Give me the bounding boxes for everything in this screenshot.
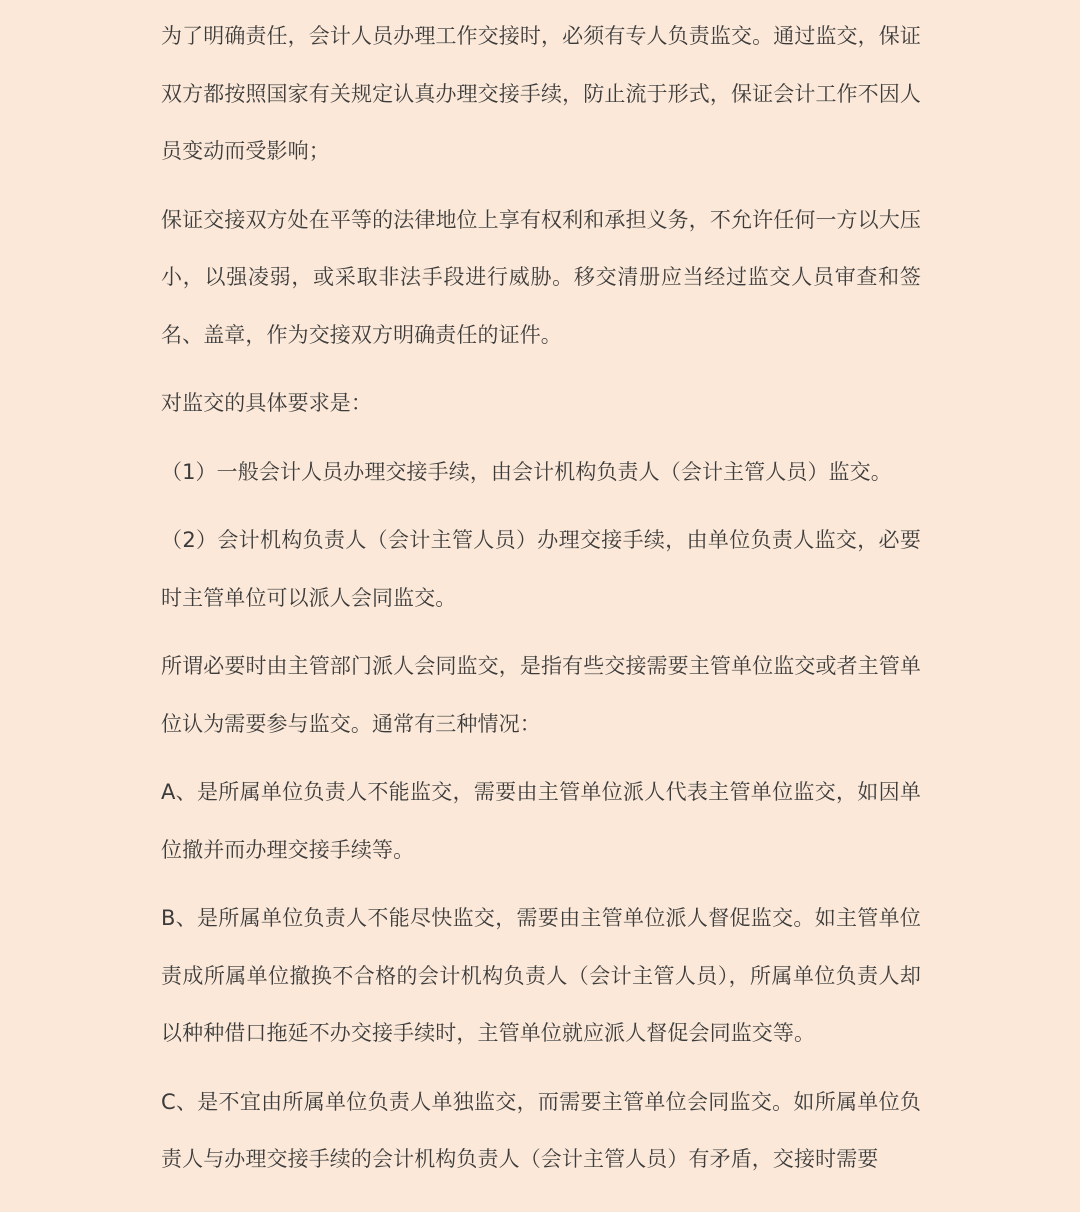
paragraph-case-b: B、是所属单位负责人不能尽快监交，需要由主管单位派人督促监交。如主管单位责成所属单位撤换不合格的会计机构负责人（会计主管人员），所属单位负责人却以种种借口拖延不办交接手续时，主管单位就应派人督促会同监交等。 <box>161 906 921 1045</box>
paragraph-requirements-intro: 对监交的具体要求是： <box>161 391 372 415</box>
article-body <box>161 8 921 1200</box>
paragraph-supervision-purpose: 为了明确责任，会计人员办理工作交接时，必须有专人负责监交。通过监交，保证双方都按照国家有关规定认真办理交接手续，防止流于形式，保证会计工作不因人员变动而受影响； <box>161 24 921 163</box>
paragraph-requirement-1: （1）一般会计人员办理交接手续，由会计机构负责人（会计主管人员）监交。 <box>161 459 892 484</box>
paragraph-equal-status: 保证交接双方处在平等的法律地位上享有权利和承担义务，不允许任何一方以大压小，以强凌弱，或采取非法手段进行威胁。移交清册应当经过监交人员审查和签名、盖章，作为交接双方明确责任的证件。 <box>161 207 921 347</box>
paragraph-case-a: A、是所属单位负责人不能监交，需要由主管单位派人代表主管单位监交，如因单位撤并而办理交接手续等。 <box>161 780 921 862</box>
paragraph-case-c: C、是不宜由所属单位负责人单独监交，而需要主管单位会同监交。如所属单位负责人与办理交接手续的会计机构负责人（会计主管人员）有矛盾，交接时需要 <box>161 1089 921 1171</box>
paragraph-requirement-2: （2）会计机构负责人（会计主管人员）办理交接手续，由单位负责人监交，必要时主管单位可以派人会同监交。 <box>161 528 921 610</box>
paragraph-necessary-explanation: 所谓必要时由主管部门派人会同监交，是指有些交接需要主管单位监交或者主管单位认为需要参与监交。通常有三种情况： <box>161 654 921 736</box>
